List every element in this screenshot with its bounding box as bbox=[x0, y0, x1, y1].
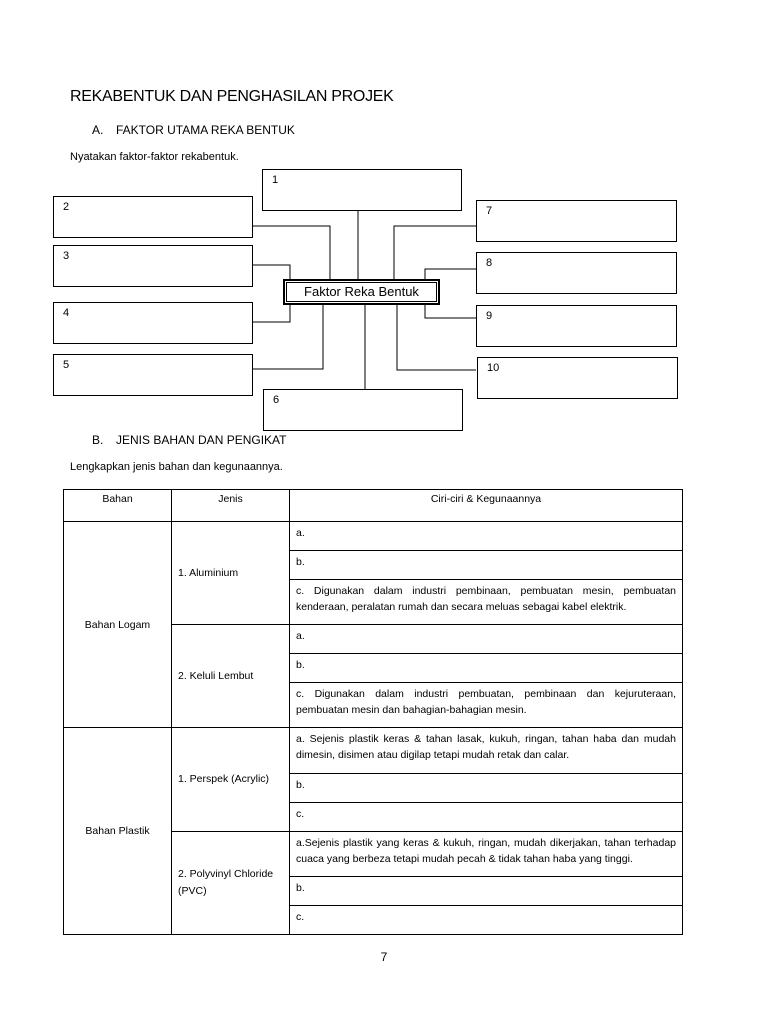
factor-box-5-label: 5 bbox=[63, 359, 70, 371]
factor-box-5[interactable] bbox=[53, 354, 253, 396]
ciri-cell[interactable]: b. bbox=[290, 877, 683, 906]
type-perspek: 1. Perspek (Acrylic) bbox=[172, 728, 290, 832]
factor-box-9[interactable] bbox=[476, 305, 677, 347]
factor-box-1[interactable] bbox=[262, 169, 462, 211]
section-b-heading bbox=[92, 433, 286, 447]
ciri-cell[interactable]: c. bbox=[290, 906, 683, 935]
factor-box-3[interactable] bbox=[53, 245, 253, 287]
ciri-cell[interactable]: c. Digunakan dalam industri pembuatan, pembinaan dan kejuruteraan, pembuatan mesin dan bahagian-bahagian mesin. bbox=[290, 683, 683, 728]
section-a-number: A. bbox=[92, 123, 104, 137]
material-table bbox=[63, 489, 683, 935]
type-keluli-lembut: 2. Keluli Lembut bbox=[172, 625, 290, 728]
factor-box-9-label: 9 bbox=[486, 310, 493, 322]
section-b-number: B. bbox=[92, 433, 104, 447]
factor-box-4[interactable] bbox=[53, 302, 253, 344]
header-ciri: Ciri-ciri & Kegunaannya bbox=[290, 490, 683, 522]
factor-box-3-label: 3 bbox=[63, 250, 70, 262]
group-bahan-plastik: Bahan Plastik bbox=[64, 728, 172, 935]
factor-box-8[interactable] bbox=[476, 252, 677, 294]
factor-box-4-label: 4 bbox=[63, 307, 70, 319]
section-a-title: FAKTOR UTAMA REKA BENTUK bbox=[116, 123, 295, 137]
factor-box-8-label: 8 bbox=[486, 257, 493, 269]
header-jenis: Jenis bbox=[172, 490, 290, 522]
ciri-cell[interactable]: b. bbox=[290, 654, 683, 683]
factor-box-10-label: 10 bbox=[487, 362, 500, 374]
group-bahan-logam: Bahan Logam bbox=[64, 522, 172, 728]
type-pvc: 2. Polyvinyl Chloride (PVC) bbox=[172, 832, 290, 935]
section-b-title: JENIS BAHAN DAN PENGIKAT bbox=[116, 433, 287, 447]
header-bahan: Bahan bbox=[64, 490, 172, 522]
ciri-cell[interactable]: a. bbox=[290, 522, 683, 551]
ciri-cell[interactable]: a. bbox=[290, 625, 683, 654]
table-header-row bbox=[64, 490, 683, 522]
factor-box-2[interactable] bbox=[53, 196, 253, 238]
ciri-cell[interactable]: c. Digunakan dalam industri pembinaan, pembuatan mesin, pembuatan kenderaan, peralatan rumah dan secara meluas sebagai kabel elektrik. bbox=[290, 580, 683, 625]
ciri-cell[interactable]: b. bbox=[290, 774, 683, 803]
ciri-cell[interactable]: b. bbox=[290, 551, 683, 580]
page-title: REKABENTUK DAN PENGHASILAN PROJEK bbox=[70, 88, 394, 105]
type-aluminium: 1. Aluminium bbox=[172, 522, 290, 625]
table-row bbox=[64, 728, 683, 774]
table-row bbox=[64, 522, 683, 551]
factor-box-6[interactable] bbox=[263, 389, 463, 431]
ciri-cell[interactable]: c. bbox=[290, 803, 683, 832]
section-a-instruction: Nyatakan faktor-faktor rekabentuk. bbox=[70, 151, 239, 163]
ciri-cell[interactable]: a. Sejenis plastik keras & tahan lasak, kukuh, ringan, tahan haba dan mudah dimesin, disimen atau digilap tetapi mudah retak dan calar. bbox=[290, 728, 683, 774]
factor-box-7-label: 7 bbox=[486, 205, 493, 217]
factor-box-7[interactable] bbox=[476, 200, 677, 242]
page-number: 7 bbox=[380, 950, 388, 964]
factor-box-10[interactable] bbox=[477, 357, 678, 399]
factor-box-2-label: 2 bbox=[63, 201, 70, 213]
factor-box-1-label: 1 bbox=[272, 174, 279, 186]
section-b-instruction: Lengkapkan jenis bahan dan kegunaannya. bbox=[70, 461, 283, 473]
center-factor-box bbox=[283, 279, 440, 305]
factor-box-6-label: 6 bbox=[273, 394, 280, 406]
center-factor-label: Faktor Reka Bentuk bbox=[304, 284, 419, 299]
ciri-cell[interactable]: a.Sejenis plastik yang keras & kukuh, ringan, mudah dikerjakan, tahan terhadap cuaca yang berbeza tetapi mudah pecah & tidak tahan haba yang tinggi. bbox=[290, 832, 683, 877]
